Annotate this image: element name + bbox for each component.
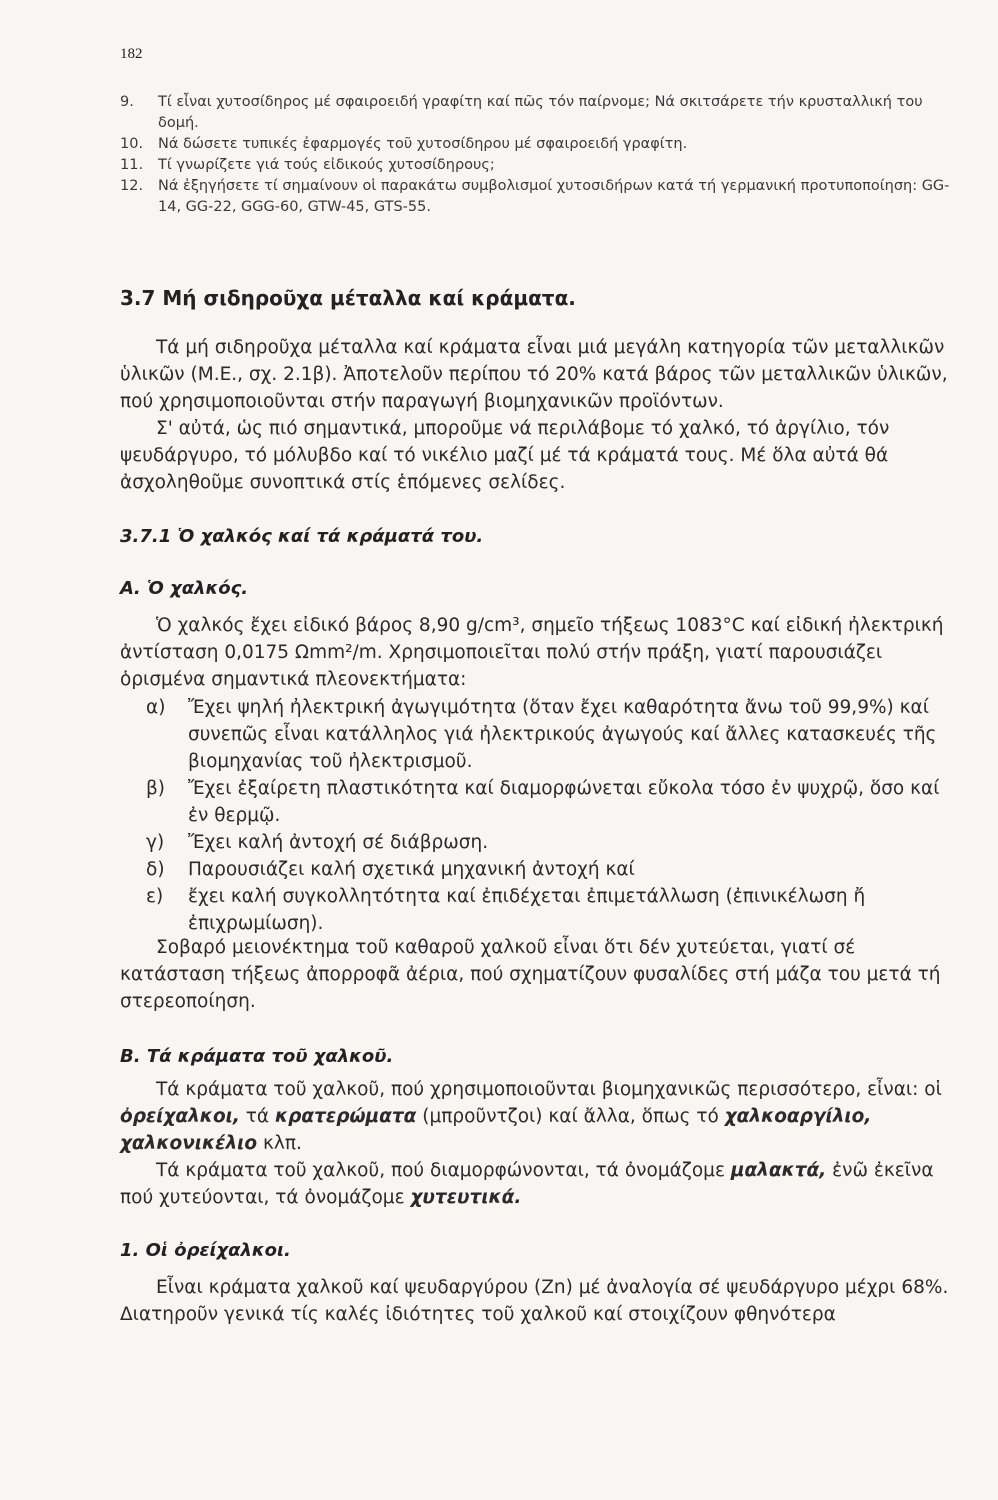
heading-brass: 1. Οἱ ὀρείχαλκοι. — [120, 1240, 291, 1261]
copper-outro — [120, 934, 960, 1015]
text-run: Τά κράματα τοῦ χαλκοῦ, πού διαμορφώνονται, τά ὀνομάζομε — [156, 1160, 725, 1181]
list-text: ἔχει καλή συγκολλητότητα καί ἐπιδέχεται ἐπιμετάλλωση (ἐπινικέλωση ἤ ἐπιχρωμίωση). — [188, 886, 866, 934]
subsection-title: 3.7.1 Ὁ χαλκός καί τά κράματά του. — [120, 526, 484, 547]
list-marker: α) — [146, 697, 166, 718]
list-marker: δ) — [146, 859, 165, 880]
keyword-alloys: χαλκοαργίλιο, χαλκονικέλιο — [120, 1106, 872, 1154]
list-text: Ἔχει ἐξαίρετη πλαστικότητα καί διαμορφώνεται εὔκολα τόσο ἐν ψυχρῷ, ὅσο καί ἐν θερμῷ. — [188, 778, 940, 826]
paragraph: Τά μή σιδηροῦχα μέταλλα καί κράματα εἶναι μιά μεγάλη κατηγορία τῶν μεταλλικῶν ὑλικῶν (Μ.Ε., σχ. 2.1β). Ἀποτελοῦν περίπου τό 20% κατά βάρος τῶν μεταλλικῶν ὑλικῶν, πού χρησιμοποιοῦνται στήν παραγωγή βιομηχανικῶν προϊόντων. — [120, 337, 948, 412]
question-number: 12. — [120, 178, 144, 194]
question-item — [120, 134, 960, 155]
paragraph: Εἶναι κράματα χαλκοῦ καί ψευδαργύρου (Zn) μέ ἀναλογία σέ ψευδάργυρο μέχρι 68%. Διατηροῦν γενικά τίς καλές ἰδιότητες τοῦ χαλκοῦ καί στοιχίζουν φθηνότερα — [120, 1277, 949, 1325]
paragraph: Σοβαρό μειονέκτημα τοῦ καθαροῦ χαλκοῦ εἶναι ὅτι δέν χυτεύεται, γιατί σέ κατάσταση τήξεως ἀπορροφᾶ ἀέρια, πού σχηματίζουν φυσαλίδες στή μάζα του μετά τή στερεοποίηση. — [120, 937, 941, 1012]
question-item — [120, 92, 960, 134]
question-text: Νά ἐξηγήσετε τί σημαίνουν οἱ παρακάτω συμβολισμοί χυτοσιδήρων κατά τή γερμανική προτυποποίηση: GG-14, GG-22, GGG-60, GTW-45, GTS-55. — [158, 178, 950, 215]
question-number: 11. — [120, 157, 144, 173]
list-marker: β) — [146, 778, 166, 799]
text-run: Τά κράματα τοῦ χαλκοῦ, πού χρησιμοποιοῦνται βιομηχανικῶς περισσότερο, εἶναι: οἱ — [156, 1079, 942, 1100]
keyword-cast: χυτευτικά. — [410, 1187, 522, 1208]
keyword-bronze: κρατερώματα — [275, 1106, 417, 1127]
heading-copper: Α. Ὁ χαλκός. — [120, 578, 249, 599]
text-run: τά — [245, 1106, 270, 1127]
paragraph: Σ' αὐτά, ὡς πιό σημαντικά, μποροῦμε νά περιλάβομε τό χαλκό, τό ἀργίλιο, τόν ψευδάργυρο, τό μόλυβδο καί τό νικέλιο μαζί μέ τά κράματά τους. Μέ ὅλα αὐτά θά ἀσχοληθοῦμε συνοπτικά στίς ἑπόμενες σελίδες. — [120, 418, 890, 493]
list-item — [146, 883, 946, 937]
question-item — [120, 176, 960, 218]
question-number: 10. — [120, 136, 144, 152]
advantages-list — [146, 694, 946, 937]
page-number: 182 — [120, 46, 143, 62]
list-item — [146, 856, 946, 883]
section-intro — [120, 334, 960, 496]
text-run: ἐνῶ ἐκεῖνα πού χυτεύονται, τά ὀνομάζομε — [120, 1160, 934, 1208]
list-text: Ἔχει ψηλή ἠλεκτρική ἀγωγιμότητα (ὅταν ἔχει καθαρότητα ἄνω τοῦ 99,9%) καί συνεπῶς εἶναι κατάλληλος γιά ἠλεκτρικούς ἀγωγούς καί ἄλλες κατασκευές τῆς βιομηχανίας τοῦ ἠλεκτρισμοῦ. — [188, 697, 937, 772]
paragraph: Ὁ χαλκός ἔχει εἰδικό βάρος 8,90 g/cm³, σημεῖο τήξεως 1083°C καί εἰδική ἠλεκτρική ἀντίσταση 0,0175 Ωmm²/m. Χρησιμοποιεῖται πολύ στήν πράξη, γιατί παρουσιάζει ὁρισμένα σημαντικά πλεονεκτήματα: — [120, 615, 944, 690]
text-run: (μπροῦντζοι) καί ἄλλα, ὅπως τό — [422, 1106, 719, 1127]
heading-copper-alloys: Β. Τά κράματα τοῦ χαλκοῦ. — [120, 1046, 394, 1067]
copper-intro — [120, 612, 960, 693]
list-marker: γ) — [146, 832, 165, 853]
section-title: 3.7 Μή σιδηροῦχα μέταλλα καί κράματα. — [120, 286, 576, 310]
brass-text — [120, 1274, 960, 1328]
question-text: Τί εἶναι χυτοσίδηρος μέ σφαιροειδή γραφίτη καί πῶς τόν παίρνομε; Νά σκιτσάρετε τήν κρυσταλλική του δομή. — [158, 94, 923, 131]
question-text: Τί γνωρίζετε γιά τούς εἰδικούς χυτοσίδηρους; — [158, 157, 495, 173]
question-text: Νά δώσετε τυπικές ἐφαρμογές τοῦ χυτοσίδηρου μέ σφαιροειδή γραφίτη. — [158, 136, 688, 152]
list-text: Ἔχει καλή ἀντοχή σέ διάβρωση. — [188, 832, 489, 853]
list-marker: ε) — [146, 886, 164, 907]
review-questions — [120, 92, 960, 218]
question-item — [120, 155, 960, 176]
list-text: Παρουσιάζει καλή σχετικά μηχανική ἀντοχή καί — [188, 859, 635, 880]
list-item — [146, 694, 946, 775]
keyword-brass: ὀρείχαλκοι, — [120, 1106, 240, 1127]
list-item — [146, 775, 946, 829]
text-run: κλπ. — [262, 1133, 302, 1154]
list-item — [146, 829, 946, 856]
paragraph — [120, 1157, 960, 1211]
keyword-wrought: μαλακτά, — [730, 1160, 827, 1181]
copper-alloys-text — [120, 1076, 960, 1211]
question-number: 9. — [120, 94, 134, 110]
paragraph — [120, 1076, 960, 1157]
